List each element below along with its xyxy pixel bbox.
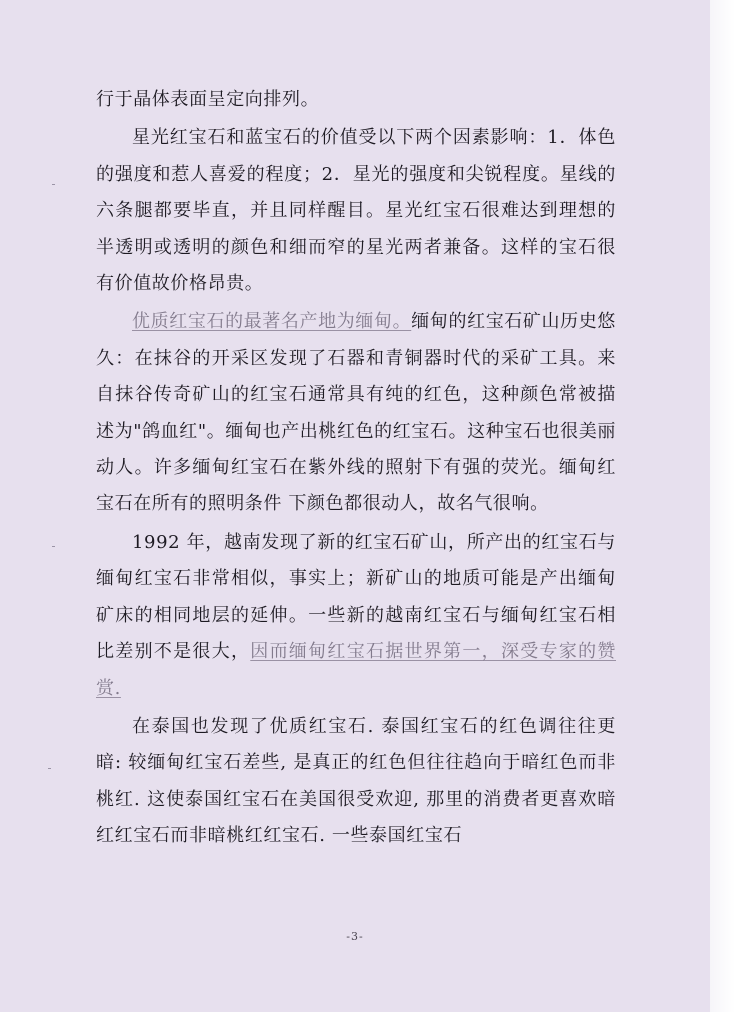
highlight-burma-origin: 优质红宝石的最著名产地为缅甸。 — [132, 311, 412, 333]
highlight-burma-first: 因而缅甸红宝石据世界第一，深受专家的赞赏. — [96, 641, 616, 699]
page-number: -3- — [346, 930, 364, 943]
scan-speck — [48, 768, 51, 769]
vietnam-text: 1992 年，越南发现了新的红宝石矿山，所产出的红宝石与缅甸红宝石非常相似，事实上；新矿山的地质可能是产出缅甸矿床的相同地层的延伸。一些新的越南红宝石与缅甸红宝石相比差别不是很大， — [96, 531, 616, 663]
page-edge — [710, 0, 735, 1012]
paragraph-burma — [96, 304, 616, 522]
paragraph-star-ruby: 星光红宝石和蓝宝石的价值受以下两个因素影响：1．体色的强度和惹人喜爱的程度；2．星光的强度和尖锐程度。星线的六条腿都要毕直，并且同样醒目。星光红宝石很难达到理想的半透明或透明的颜色和细而窄的星光两者兼备。这样的宝石很有价值故价格昂贵。 — [96, 127, 616, 295]
scan-speck — [52, 546, 55, 547]
body-text — [96, 82, 616, 857]
paragraph-vietnam — [96, 525, 616, 707]
paragraph-continuation: 行于晶体表面呈定向排列。 — [96, 89, 320, 110]
burma-text: 缅甸的红宝石矿山历史悠久：在抹谷的开采区发现了石器和青铜器时代的采矿工具。来自抹谷传奇矿山的红宝石通常具有纯的红色，这种颜色常被描述为"鸽血红"。缅甸也产出桃红色的红宝石。这种宝石也很美丽动人。许多缅甸红宝石在紫外线的照射下有强的荧光。缅甸红宝石在所有的照明条件 下颜色都很动人，故名气很响。 — [96, 311, 616, 515]
scan-speck — [52, 184, 55, 185]
paragraph-thailand: 在泰国也发现了优质红宝石. 泰国红宝石的红色调往往更暗: 较缅甸红宝石差些, 是真正的红色但往往趋向于暗红色而非桃红. 这使泰国红宝石在美国很受欢迎, 那里的消费者更喜欢暗红红宝石而非暗桃红红宝石. 一些泰国红宝石 — [96, 715, 616, 847]
